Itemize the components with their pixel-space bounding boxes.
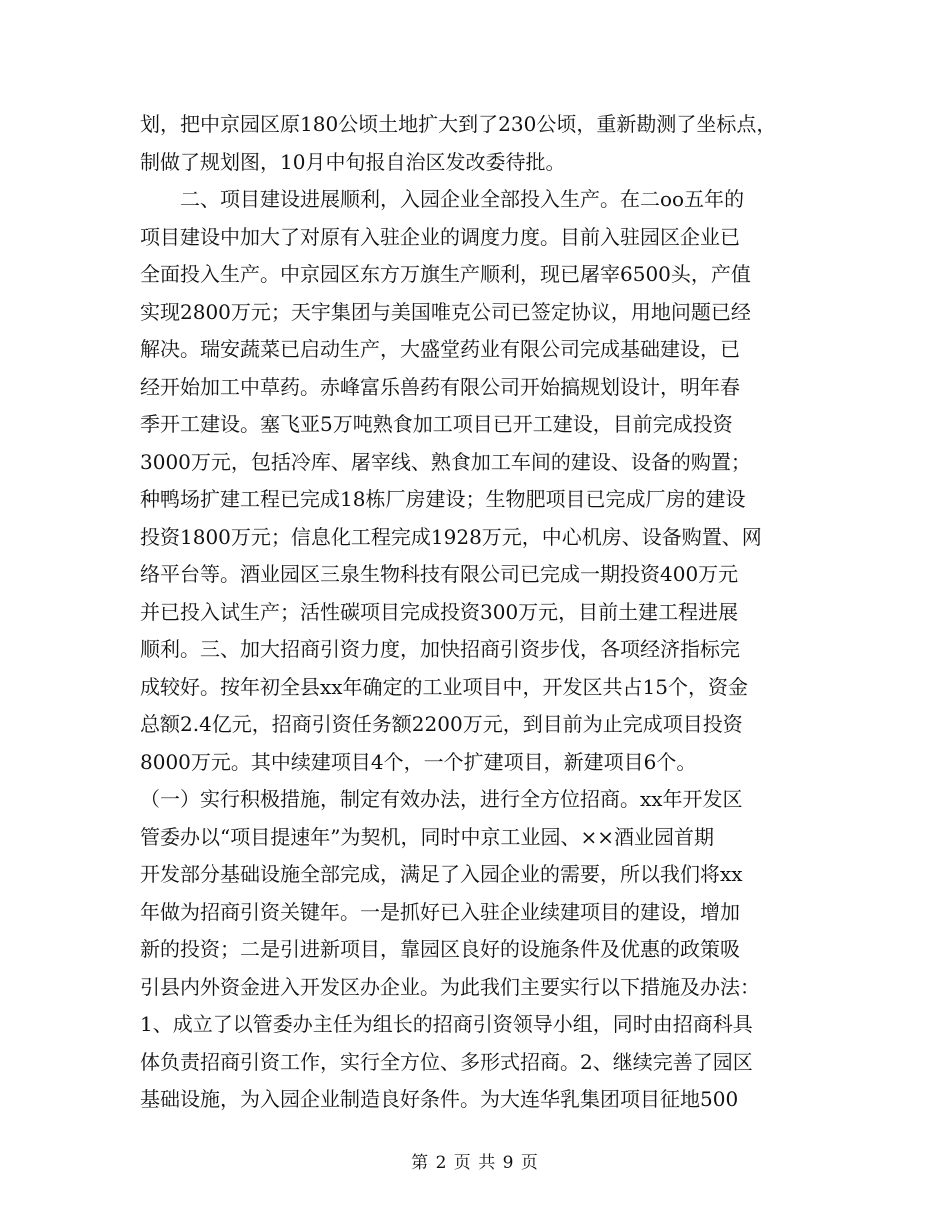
text-line: 年做为招商引资关键年。一是抓好已入驻企业续建项目的建设，增加 — [140, 899, 740, 924]
text-line: 开发部分基础设施全部完成，满足了入园企业的需要，所以我们将xx — [140, 862, 743, 886]
page-footer — [0, 1148, 950, 1173]
text-line: 顺利。三、加大招商引资力度，加快招商引资步伐，各项经济指标完 — [140, 637, 740, 661]
text-line: 解决。瑞安蔬菜已启动生产，大盛堂药业有限公司完成基础建设，已 — [140, 337, 740, 361]
text-line: 投资1800万元；信息化工程完成1928万元，中心机房、设备购置、网 — [140, 524, 762, 549]
text-line: 1、成立了以管委办主任为组长的招商引资领导小组，同时由招商科具 — [140, 1012, 753, 1036]
text-line: 总额2.4亿元，招商引资任务额2200万元，到目前为止完成项目投资 — [140, 712, 743, 736]
body-text — [140, 106, 830, 1119]
text-line: 划，把中京园区原180公顷土地扩大到了230公顷，重新勘测了坐标点， — [140, 112, 777, 136]
text-line: 基础设施，为入园企业制造良好条件。为大连华乳集团项目征地500 — [140, 1087, 739, 1111]
text-line: 实现2800万元；天宇集团与美国唯克公司已签定协议，用地问题已经 — [140, 299, 751, 324]
text-line: 络平台等。酒业园区三泉生物科技有限公司已完成一期投资400万元 — [140, 562, 739, 586]
text-line: 管委办以“项目提速年”为契机，同时中京工业园、××酒业园首期 — [140, 824, 714, 849]
text-line: 新的投资；二是引进新项目，靠园区良好的设施条件及优惠的政策吸 — [140, 937, 740, 961]
text-line: 项目建设中加大了对原有入驻企业的调度力度。目前入驻园区企业已 — [140, 224, 740, 249]
text-line: （一）实行积极措施，制定有效办法，进行全方位招商。xx年开发区 — [140, 787, 743, 811]
text-line: 体负责招商引资工作，实行全方位、多形式招商。2、继续完善了园区 — [140, 1049, 753, 1074]
text-line: 引县内外资金进入开发区办企业。为此我们主要实行以下措施及办法： — [140, 974, 760, 999]
text-line: 8000万元。其中续建项目4个，一个扩建项目，新建项目6个。 — [140, 749, 697, 774]
text-line: 二、项目建设进展顺利，入园企业全部投入生产。在二oo五年的 — [140, 187, 745, 211]
text-line: 种鸭场扩建工程已完成18栋厂房建设；生物肥项目已完成厂房的建设 — [140, 487, 746, 511]
text-line: 并已投入试生产；活性碳项目完成投资300万元，目前土建工程进展 — [140, 599, 739, 624]
text-line: 3000万元，包括冷库、屠宰线、熟食加工车间的建设、设备的购置； — [140, 449, 751, 474]
page-number: 第 2 页 共 9 页 — [411, 1153, 539, 1173]
text-line: 经开始加工中草药。赤峰富乐兽药有限公司开始搞规划设计，明年春 — [140, 374, 740, 399]
text-line: 成较好。按年初全县xx年确定的工业项目中，开发区共占15个，资金 — [140, 674, 749, 699]
text-line: 季开工建设。塞飞亚5万吨熟食加工项目已开工建设，目前完成投资 — [140, 412, 733, 436]
text-line: 全面投入生产。中京园区东方万旗生产顺利，现已屠宰6500头，产值 — [140, 262, 751, 286]
text-line: 制做了规划图，10月中旬报自治区发改委待批。 — [140, 149, 566, 174]
